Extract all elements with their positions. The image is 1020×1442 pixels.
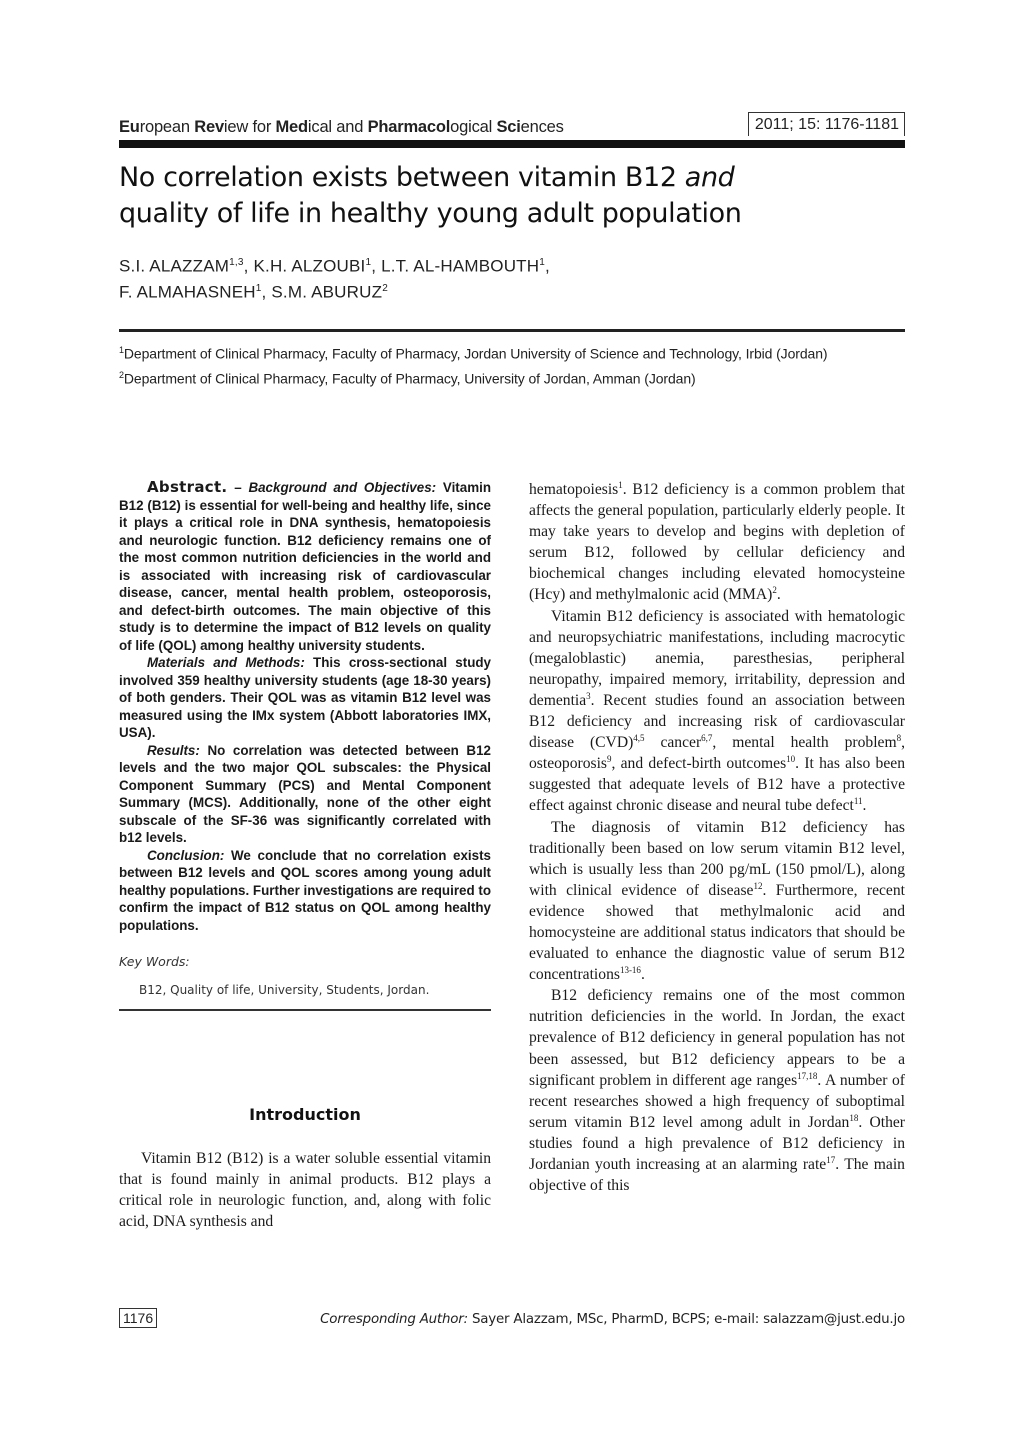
author-name: L.T. AL-HAMBOUTH [381,256,540,276]
introduction-left-text [119,1148,491,1232]
intro-paragraph-3: The diagnosis of vitamin B12 deficiency has traditionally been based on low serum vitamin B12 level, which is usually less than 200 pg/mL (150 pmol/L), along with clinical evidence of disease$^{12}$. Furthermore, recent evidence showed that methylmalonic acid and homocysteine are additional status indicators that should be evaluated to enhance the diagnostic value of serum B12 concentrations$^{13-16}$. [529,818,905,984]
citation-ref: 1 [618,479,623,490]
left-column [119,479,491,1232]
citation-ref: 4,5 [633,732,645,743]
article-title [119,160,905,232]
intro-paragraph-1: Vitamin B12 (B12) is a water soluble essential vitamin that is found mainly in animal products. B12 plays a critical role in neurologic function, and, along with folic acid, DNA synthesis and [119,1150,491,1231]
abstract [119,479,491,934]
right-column [529,479,905,1196]
methods-label: Materials and Methods: [147,655,305,670]
author-name: K.H. ALZOUBI [253,256,366,276]
author-list [119,252,905,303]
intro-paragraph-continued: hematopoiesis$^1$. B12 deficiency is a common problem that affects the general population, particularly elderly people. It may take years to develop and begins with depletion of serum B12, followed by cellular deficiency and biochemical changes including elevated homocysteine (Hcy) and methylmalonic acid (MMA)$^2$. [529,479,905,604]
citation-ref: 3 [586,690,591,701]
author-name: F. ALMAHASNEH [119,282,256,302]
title-line1: No correlation exists between vitamin B12 [119,162,685,193]
affiliations [119,340,905,389]
authors-line-1: S.I. ALAZZAM$^{1,3}$, K.H. ALZOUBI$^1$, L.T. AL-HAMBOUTH$^1$, [119,256,550,276]
citation-ref: 10 [786,754,796,765]
citation-ref: 18 [849,1112,859,1123]
abstract-label: Abstract. [147,478,228,496]
background-text: Vitamin B12 (B12) is essential for well-being and healthy life, since it plays a critical role in DNA synthesis, hematopoiesis and neurologic function. B12 deficiency remains one of the most common nutrition deficiencies in the world and is associated with increasing risk of cardiovascular disease, cancer, mental health problem, osteoporosis, and defect-birth outcomes. The main objective of this study is to determine the impact of B12 levels on quality of life (QOL) among healthy university students. [119,480,492,653]
abstract-background [119,479,491,654]
abstract-conclusion [119,847,491,935]
author-name: S.I. ALAZZAM [119,256,230,276]
citation-ref: 17,18 [797,1070,818,1081]
journal-header [119,112,905,140]
page-footer [119,1308,905,1332]
intro-paragraph-4: B12 deficiency remains one of the most common nutrition deficiencies in the world. In Jordan, the exact prevalence of B12 deficiency in general population has not been assessed, but B12 deficiency appears to be a significant problem in different age ranges$^{17,18}$. A number of recent researches showed a high frequency of suboptimal serum vitamin B12 level among adult in Jordan$^{18}$. Other studies found a high prevalence of B12 deficiency in Jordanian youth increasing at an alarming rate$^{17}$. The main objective of this [529,987,905,1195]
abstract-methods [119,654,491,742]
citation-ref: 6,7 [701,732,713,743]
citation-ref: 2 [772,585,777,596]
keywords-rule [119,1009,491,1011]
conclusion-label: Conclusion: [147,847,225,863]
introduction-right-text [529,479,905,1196]
methods-text: This cross-sectional study involved 359 healthy university students (age 18-30 years) of both genders. Their QOL was as vitamin B12 level was measured using the IMx system (Abbott laboratories IMX, USA). [119,655,491,740]
keywords-label: Key Words: [119,954,190,969]
title-italic-and: and [684,162,735,193]
author-name: S.M. ABURUZ [271,282,383,302]
citation-ref: 8 [896,732,902,743]
citation-ref: 11 [853,796,863,807]
corresponding-author [320,1312,905,1327]
email-link[interactable]: salazzam@just.edu.jo [763,1312,905,1327]
affiliation: $^1$Department of Clinical Pharmacy, Faculty of Pharmacy, Jordan University of Science and Technology, Irbid (Jordan) [119,345,828,362]
citation-ref: 13-16 [619,964,641,975]
abstract-dash: – [227,480,249,495]
affiliation-rule [119,329,905,332]
conclusion-text: We conclude that no correlation exists between B12 levels and QOL scores among young adult healthy populations. Further investigations are required to confirm the impact of B12 status on QOL among healthy populations. [119,847,492,933]
journal-name: European Review for Medical and Pharmacological Sciences [119,118,564,136]
title-line2: quality of life in healthy young adult population [119,198,742,229]
results-label: Results: [147,742,200,758]
citation-ref: 17 [826,1154,836,1165]
authors-line-2: F. ALMAHASNEH$^1$, S.M. ABURUZ$^2$ [119,282,388,302]
background-label: Background and Objectives: [248,480,437,495]
keywords-list: B12, Quality of life, University, Students, Jordan. [139,983,430,997]
introduction-heading: Introduction [249,1105,361,1124]
results-text: No correlation was detected between B12 levels and the two major QOL subscales: the Physical Component Summary (PCS) and Mental Component Summary (MCS). Additionally, none of the other eight subscale of the SF-36 was significantly correlated with b12 levels. [119,742,491,845]
abstract-results [119,742,491,847]
page-number: 1176 [119,1308,157,1328]
article-page [119,112,905,390]
corresponding-text: Sayer Alazzam, MSc, PharmD, BCPS; e-mail: [467,1312,764,1327]
citation-ref: 12 [753,880,763,891]
citation-ref: 9 [606,754,612,765]
citation-box: 2011; 15: 1176-1181 [748,112,905,136]
header-rule [119,140,905,148]
affiliation: $^2$Department of Clinical Pharmacy, Faculty of Pharmacy, University of Jordan, Amman (Jordan) [119,369,696,387]
corresponding-label: Corresponding Author: [320,1312,468,1327]
intro-paragraph-2: Vitamin B12 deficiency is associated with hematologic and neuropsychiatric manifestations, including macrocytic (megaloblastic) anemia, paresthesias, peripheral neuropathy, impaired memory, irritability, depression and dementia$^3$. Recent studies found an association between B12 deficiency and increasing risk of cardiovascular disease (CVD)$^{4,5}$ cancer$^{6,7}$, mental health problem$^8$, osteoporosis$^9$, and defect-birth outcomes$^{10}$. It has also been suggested that adequate levels of B12 have a protective effect against chronic disease and neural tube defect$^{11}$. [529,607,905,815]
